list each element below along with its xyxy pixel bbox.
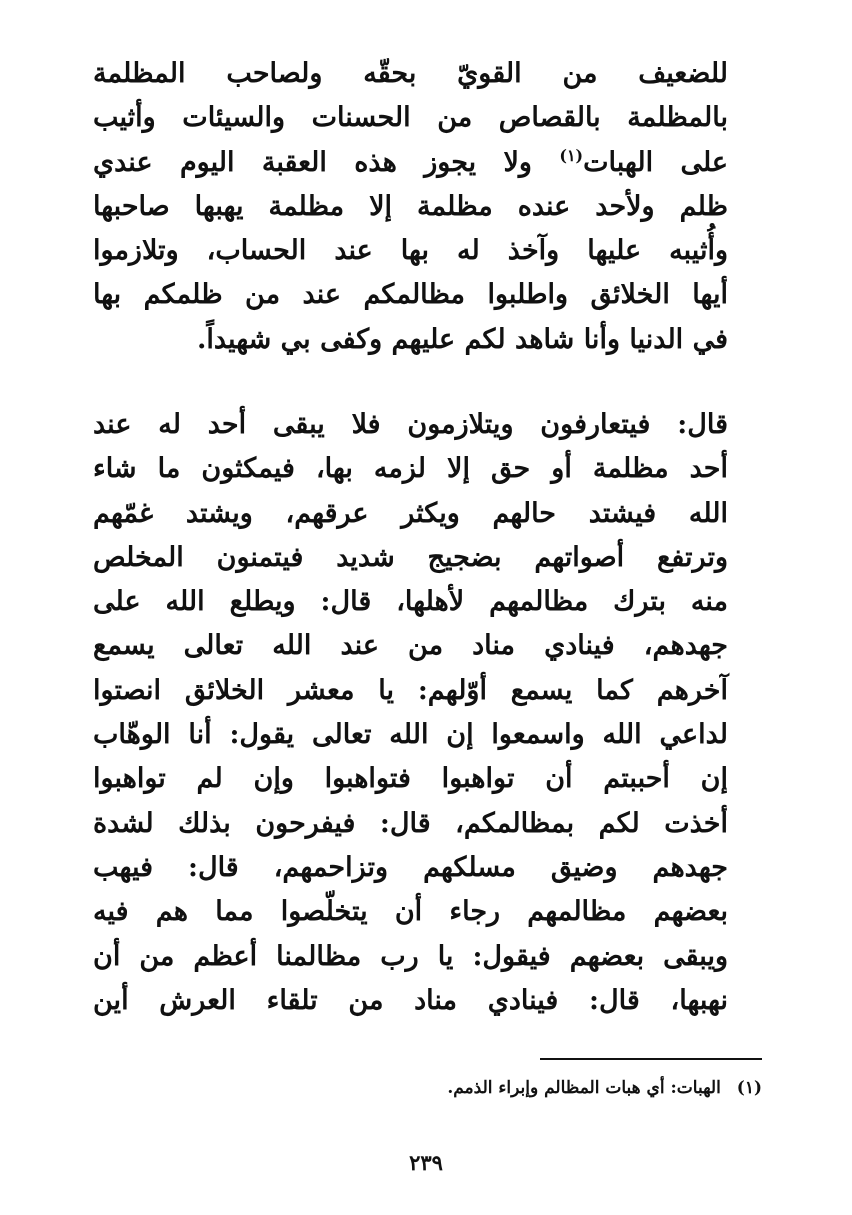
- text-line: ويبقى بعضهم فيقول: يا رب مظالمنا أعظم من أن: [93, 940, 728, 972]
- paragraph-1: [93, 52, 728, 362]
- text-line: بعضهم مظالمهم رجاء أن يتخلّصوا مما هم فيه: [93, 896, 728, 928]
- text-line: أخذت لكم بمظالمكم، قال: فيفرحون بذلك لشدة: [93, 807, 728, 839]
- text-line: منه بترك مظالمهم لأهلها، قال: ويطلع الله على: [93, 586, 728, 618]
- text-line-with-footnote: [93, 141, 728, 185]
- text-line: جهدهم وضيق مسلكهم وتزاحمهم، قال: فيهب: [93, 851, 728, 883]
- text-line: قال: فيتعارفون ويتلازمون فلا يبقى أحد له عند: [93, 409, 728, 440]
- footnote-text: الهبات: أي هبات المظالم وإبراء الذمم.: [447, 1078, 721, 1098]
- paragraph-2: [93, 403, 728, 1023]
- page-number: ٢٣٩: [409, 1150, 443, 1175]
- text-line: جهدهم، فينادي مناد من عند الله تعالى يسمع: [93, 630, 728, 662]
- text-line: وأُثيبه عليها وآخذ له بها عند الحساب، وتلازموا: [93, 235, 728, 267]
- text-line: في الدنيا وأنا شاهد لكم عليهم وكفى بي شهيداً.: [196, 323, 728, 355]
- text-line: آخرهم كما يسمع أوّلهم: يا معشر الخلائق انصتوا: [93, 674, 728, 706]
- footnote-marker: (١): [736, 1078, 762, 1098]
- text-line: لداعي الله واسمعوا إن الله تعالى يقول: أنا الوهّاب: [93, 719, 728, 751]
- text-line: ظلم ولأحد عنده مظلمة إلا مظلمة يهبها صاحبها: [93, 190, 728, 222]
- footnote-separator: [540, 1058, 762, 1060]
- text-line: وترتفع أصواتهم بضجيج شديد فيتمنون المخلص: [93, 541, 728, 573]
- text-line: أيها الخلائق واطلبوا مظالمكم عند من ظلمكم بها: [93, 279, 728, 311]
- text-line: بالمظلمة بالقصاص من الحسنات والسيئات وأثيب: [93, 102, 728, 134]
- text-line: للضعيف من القويّ بحقّه ولصاحب المظلمة: [93, 58, 728, 89]
- footnote-reference: (١): [559, 145, 584, 165]
- text-line: إن أحببتم أن تواهبوا فتواهبوا وإن لم تواهبوا: [93, 763, 728, 795]
- text-line: أحد مظلمة أو حق إلا لزمه بها، فيمكثون ما شاء: [93, 453, 728, 485]
- text-segment: ولا يجوز هذه العقبة اليوم عندي: [93, 146, 532, 178]
- text-line: نهبها، قال: فينادي مناد من تلقاء العرش أين: [93, 984, 728, 1016]
- text-segment: على الهبات: [583, 146, 729, 178]
- footnote: [162, 1075, 762, 1101]
- text-line: الله فيشتد حالهم ويكثر عرقهم، ويشتد غمّهم: [93, 497, 728, 529]
